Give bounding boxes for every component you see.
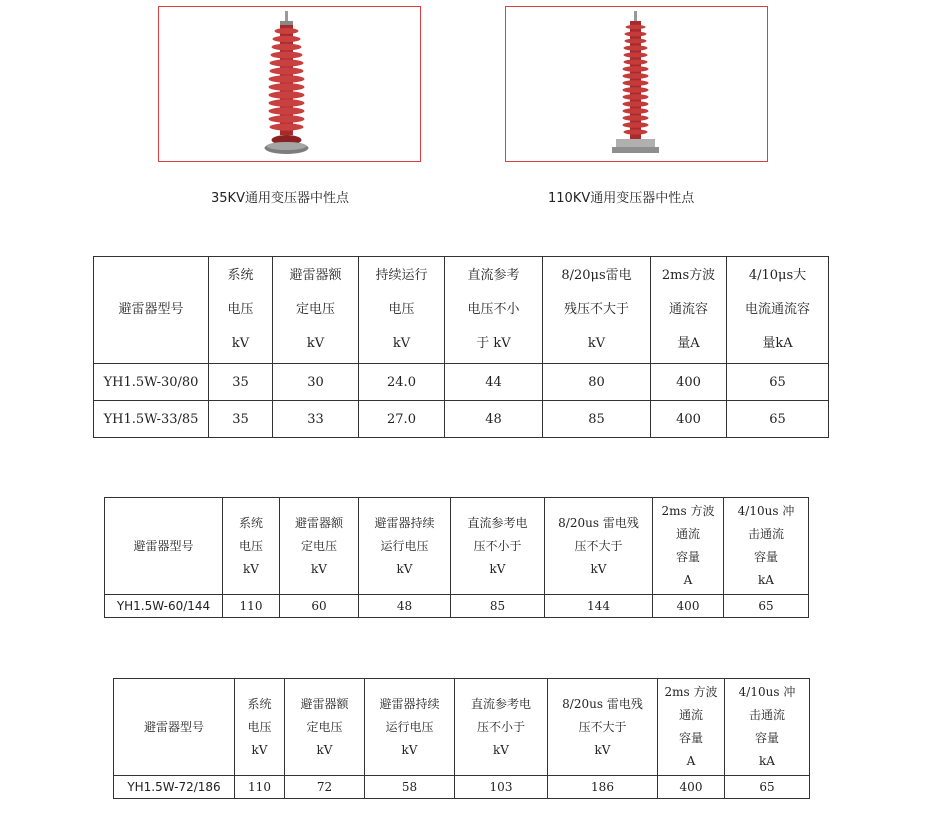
table-cell: 186 <box>548 776 658 799</box>
table-cell: 48 <box>445 401 543 438</box>
table-cell: 35 <box>209 401 273 438</box>
model-cell: YH1.5W-30/80 <box>94 364 209 401</box>
table-header-row <box>105 498 809 595</box>
header-cell: 避雷器型号 <box>94 257 209 364</box>
header-cell: 8/20us 雷电残 压不大于 kV <box>548 679 658 776</box>
header-cell: 避雷器型号 <box>114 679 235 776</box>
header-cell: 避雷器型号 <box>105 498 223 595</box>
table-cell: 35 <box>209 364 273 401</box>
header-cell: 系统 电压 kV <box>209 257 273 364</box>
table-cell: 58 <box>365 776 455 799</box>
table-cell: 65 <box>725 776 810 799</box>
table-cell: 144 <box>545 595 653 618</box>
product-photo-110kv <box>505 6 768 162</box>
header-cell: 避雷器持续 运行电压 kV <box>365 679 455 776</box>
spec-table-1 <box>93 256 829 438</box>
table-cell: 80 <box>543 364 651 401</box>
header-cell: 8/20μs雷电 残压不大于 kV <box>543 257 651 364</box>
table-cell: 400 <box>658 776 725 799</box>
table-cell: 85 <box>543 401 651 438</box>
header-cell: 直流参考电 压不小于 kV <box>455 679 548 776</box>
header-cell: 避雷器额 定电压 kV <box>280 498 359 595</box>
product-photo-35kv <box>158 6 421 162</box>
table-cell: 27.0 <box>359 401 445 438</box>
header-cell: 系统 电压 kV <box>235 679 285 776</box>
table-cell: 44 <box>445 364 543 401</box>
table-row <box>105 595 809 618</box>
header-cell: 直流参考电 压不小于 kV <box>451 498 545 595</box>
header-cell: 系统 电压 kV <box>223 498 280 595</box>
table-cell: 400 <box>651 364 727 401</box>
header-cell: 8/20us 雷电残 压不大于 kV <box>545 498 653 595</box>
table-cell: 85 <box>451 595 545 618</box>
model-cell: YH1.5W-72/186 <box>114 776 235 799</box>
table-cell: 400 <box>651 401 727 438</box>
table-cell: 65 <box>724 595 809 618</box>
table-cell: 103 <box>455 776 548 799</box>
header-cell: 2ms 方波 通流 容量 A <box>658 679 725 776</box>
header-cell: 2ms 方波 通流 容量 A <box>653 498 724 595</box>
table-row <box>114 776 810 799</box>
surge-arrester-image <box>506 7 767 161</box>
table-cell: 110 <box>235 776 285 799</box>
table-row <box>94 401 829 438</box>
table-cell: 110 <box>223 595 280 618</box>
table-header-row <box>114 679 810 776</box>
header-cell: 避雷器额 定电压 kV <box>285 679 365 776</box>
header-cell: 2ms方波 通流容 量A <box>651 257 727 364</box>
table-row <box>94 364 829 401</box>
model-cell: YH1.5W-60/144 <box>105 595 223 618</box>
surge-arrester-image <box>159 7 420 161</box>
spec-table-2 <box>104 497 809 618</box>
header-cell: 直流参考 电压不小 于 kV <box>445 257 543 364</box>
table-cell: 65 <box>727 364 829 401</box>
table-cell: 400 <box>653 595 724 618</box>
table-cell: 24.0 <box>359 364 445 401</box>
table-cell: 48 <box>359 595 451 618</box>
header-cell: 避雷器持续 运行电压 kV <box>359 498 451 595</box>
header-cell: 持续运行 电压 kV <box>359 257 445 364</box>
table-cell: 72 <box>285 776 365 799</box>
table-cell: 60 <box>280 595 359 618</box>
table-cell: 65 <box>727 401 829 438</box>
product-caption: 35KV通用变压器中性点 <box>211 191 349 206</box>
spec-table-3 <box>113 678 810 799</box>
product-caption: 110KV通用变压器中性点 <box>548 191 695 206</box>
table-header-row <box>94 257 829 364</box>
table-cell: 30 <box>273 364 359 401</box>
model-cell: YH1.5W-33/85 <box>94 401 209 438</box>
header-cell: 4/10us 冲 击通流 容量 kA <box>725 679 810 776</box>
header-cell: 4/10μs大 电流通流容 量kA <box>727 257 829 364</box>
header-cell: 避雷器额 定电压 kV <box>273 257 359 364</box>
table-cell: 33 <box>273 401 359 438</box>
header-cell: 4/10us 冲 击通流 容量 kA <box>724 498 809 595</box>
